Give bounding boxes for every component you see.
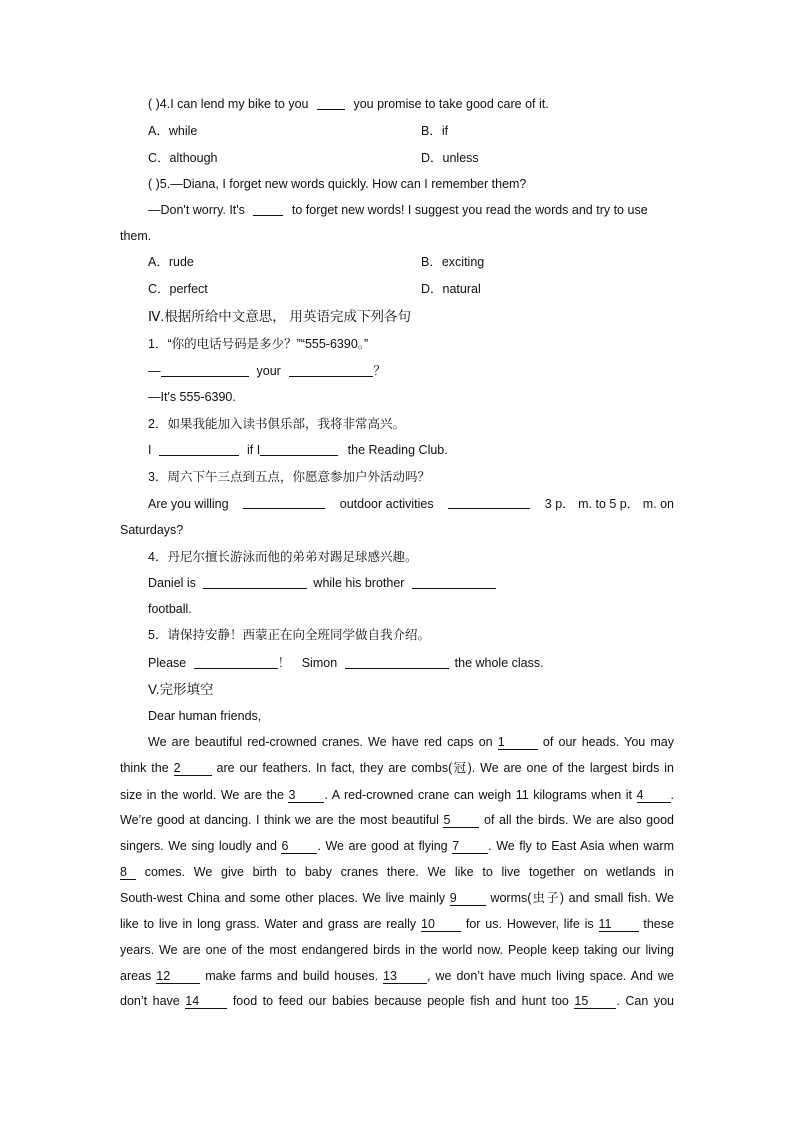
- passage-line-4: [120, 812, 674, 828]
- sentence-1-chinese: 1．“你的电话号码是多少？”“555-6390。”: [148, 337, 369, 351]
- passage-text: We are beautiful red-crowned cranes. We have red caps on: [148, 735, 493, 749]
- passage-line-8: [120, 916, 674, 932]
- section-5-title: V.完形填空: [148, 682, 214, 697]
- blank-7[interactable]: 7: [452, 839, 488, 854]
- sentence-1-blank-1[interactable]: [161, 364, 249, 377]
- passage-text: are our feathers. In fact, they are combs(冠). We are one of the largest birds in: [216, 761, 674, 775]
- exclamation-mark: ！: [277, 656, 291, 670]
- dash: —: [148, 364, 161, 378]
- passage-line-11: [120, 993, 674, 1009]
- blank-13[interactable]: 13: [383, 969, 427, 984]
- question-4-text-b: you promise to take good care of it.: [353, 97, 549, 111]
- section-4-title: Ⅳ.根据所给中文意思， 用英语完成下列各句: [148, 309, 411, 324]
- question-5-stem: ( )5.—Diana, I forget new words quickly. How can I remember them?: [148, 177, 527, 191]
- passage-line-2: [120, 760, 674, 776]
- passage-text: don’t have: [120, 994, 180, 1008]
- sentence-3-word-1: Are you willing: [148, 497, 229, 511]
- passage-text: these: [643, 917, 674, 931]
- sentence-3-blank-2[interactable]: [448, 496, 530, 509]
- question-5-blank[interactable]: [253, 203, 283, 216]
- sentence-3-answer: [148, 496, 674, 512]
- sentence-1-blank-2[interactable]: [289, 364, 373, 377]
- passage-text: , we don’t have much living space. And we: [427, 969, 674, 983]
- blank-8[interactable]: 8: [120, 865, 136, 880]
- question-mark: ？: [373, 364, 386, 378]
- passage-text: singers. We sing loudly and: [120, 839, 277, 853]
- blank-15[interactable]: 15: [574, 994, 616, 1009]
- passage-text: make farms and build houses.: [205, 969, 379, 983]
- passage-line-1: [148, 734, 674, 750]
- passage-text: of all the birds. We are also good: [484, 813, 674, 827]
- q5-option-b[interactable]: B．exciting: [421, 255, 485, 269]
- sentence-2-answer: [148, 442, 448, 458]
- blank-4[interactable]: 4: [637, 788, 671, 803]
- q4-option-d[interactable]: D．unless: [421, 151, 479, 165]
- sentence-1-reply: —It's 555-6390.: [148, 390, 236, 404]
- blank-6[interactable]: 6: [281, 839, 317, 854]
- question-5-reply-a: —Don't worry. It's: [148, 203, 245, 217]
- passage-text: think the: [120, 761, 169, 775]
- sentence-4-cont: football.: [148, 602, 192, 616]
- passage-text: . A red-crowned crane can weigh 11 kilograms when it: [324, 788, 632, 802]
- blank-1[interactable]: 1: [498, 735, 538, 750]
- sentence-5-answer: [148, 655, 544, 671]
- sentence-2-blank-1[interactable]: [159, 443, 239, 456]
- passage-text: years. We are one of the most endangered birds in the world now. People keep taking our living: [120, 943, 674, 957]
- sentence-2-word-3: the Reading Club.: [347, 443, 448, 457]
- blank-14[interactable]: 14: [185, 994, 227, 1009]
- question-4-stem: [148, 96, 549, 112]
- passage-line-9: [120, 942, 674, 958]
- blank-3[interactable]: 3: [288, 788, 324, 803]
- passage-text: like to live in long grass. Water and grass are really: [120, 917, 417, 931]
- sentence-5-word-3: the whole class.: [454, 656, 544, 670]
- sentence-3-cont: Saturdays?: [120, 523, 184, 537]
- passage-text: . We are good at flying: [317, 839, 448, 853]
- passage-line-3: [120, 787, 674, 803]
- sentence-3-word-2: outdoor activities: [339, 497, 434, 511]
- question-5-reply: [148, 202, 648, 218]
- q5-option-c[interactable]: C．perfect: [148, 282, 208, 296]
- sentence-5-chinese: 5．请保持安静！西蒙正在向全班同学做自我介绍。: [148, 628, 430, 642]
- passage-text: .: [670, 788, 674, 802]
- q5-option-a[interactable]: A．rude: [148, 255, 194, 269]
- q5-option-d[interactable]: D．natural: [421, 282, 481, 296]
- sentence-5-blank-2[interactable]: [345, 656, 449, 669]
- blank-2[interactable]: 2: [174, 761, 212, 776]
- sentence-5-blank-1[interactable]: [194, 656, 278, 669]
- blank-12[interactable]: 12: [156, 969, 200, 984]
- passage-text: . Can you: [616, 994, 674, 1008]
- passage-text: areas: [120, 969, 152, 983]
- passage-line-10: [120, 968, 674, 984]
- passage-line-7: [120, 890, 674, 906]
- passage-text: size in the world. We are the: [120, 788, 284, 802]
- passage-text: for us. However, life is: [465, 917, 594, 931]
- letter-greeting: Dear human friends,: [148, 709, 262, 723]
- sentence-2-word-2: if I: [246, 443, 261, 457]
- sentence-3-chinese: 3．周六下午三点到五点，你愿意参加户外活动吗？: [148, 470, 430, 484]
- sentence-5-word-1: Please: [148, 656, 187, 670]
- sentence-5-word-2: Simon: [301, 656, 338, 670]
- sentence-4-blank-1[interactable]: [203, 576, 307, 589]
- sentence-2-chinese: 2．如果我能加入读书俱乐部，我将非常高兴。: [148, 417, 405, 431]
- passage-line-5: [120, 838, 674, 854]
- sentence-2-word-1: I: [148, 443, 152, 457]
- blank-5[interactable]: 5: [443, 813, 479, 828]
- passage-text: of our heads. You may: [542, 735, 674, 749]
- blank-10[interactable]: 10: [421, 917, 461, 932]
- passage-text: South-west China and some other places. We live mainly: [120, 891, 446, 905]
- sentence-1-word: your: [256, 364, 281, 378]
- q4-option-c[interactable]: C．although: [148, 151, 218, 165]
- q4-option-b[interactable]: B．if: [421, 124, 449, 138]
- passage-line-6: [120, 864, 674, 880]
- q4-option-a[interactable]: A．while: [148, 124, 198, 138]
- sentence-3-word-3: 3 p． m. to 5 p． m. on: [544, 497, 674, 511]
- question-5-reply-b: to forget new words! I suggest you read the words and try to use: [291, 203, 648, 217]
- passage-text: . We fly to East Asia when warm: [488, 839, 674, 853]
- sentence-4-word-1: Daniel is: [148, 576, 196, 590]
- sentence-1-answer: [148, 363, 386, 379]
- blank-11[interactable]: 11: [599, 917, 639, 932]
- sentence-4-blank-2[interactable]: [412, 576, 496, 589]
- passage-text: worms(虫子) and small fish. We: [490, 891, 674, 905]
- passage-text: comes. We give birth to baby cranes there. We like to live together on wetlands in: [144, 865, 674, 879]
- passage-text: food to feed our babies because people fish and hunt too: [232, 994, 569, 1008]
- sentence-4-answer: [148, 575, 496, 591]
- passage-text: We’re good at dancing. I think we are the most beautiful: [120, 813, 439, 827]
- question-5-reply-cont: them.: [120, 229, 152, 243]
- question-4-blank[interactable]: [317, 97, 345, 110]
- sentence-4-chinese: 4．丹尼尔擅长游泳而他的弟弟对踢足球感兴趣。: [148, 550, 418, 564]
- blank-9[interactable]: 9: [450, 891, 486, 906]
- sentence-4-word-2: while his brother: [313, 576, 405, 590]
- question-4-text-a: ( )4.I can lend my bike to you: [148, 97, 309, 111]
- sentence-3-blank-1[interactable]: [243, 496, 325, 509]
- sentence-2-blank-2[interactable]: [260, 443, 338, 456]
